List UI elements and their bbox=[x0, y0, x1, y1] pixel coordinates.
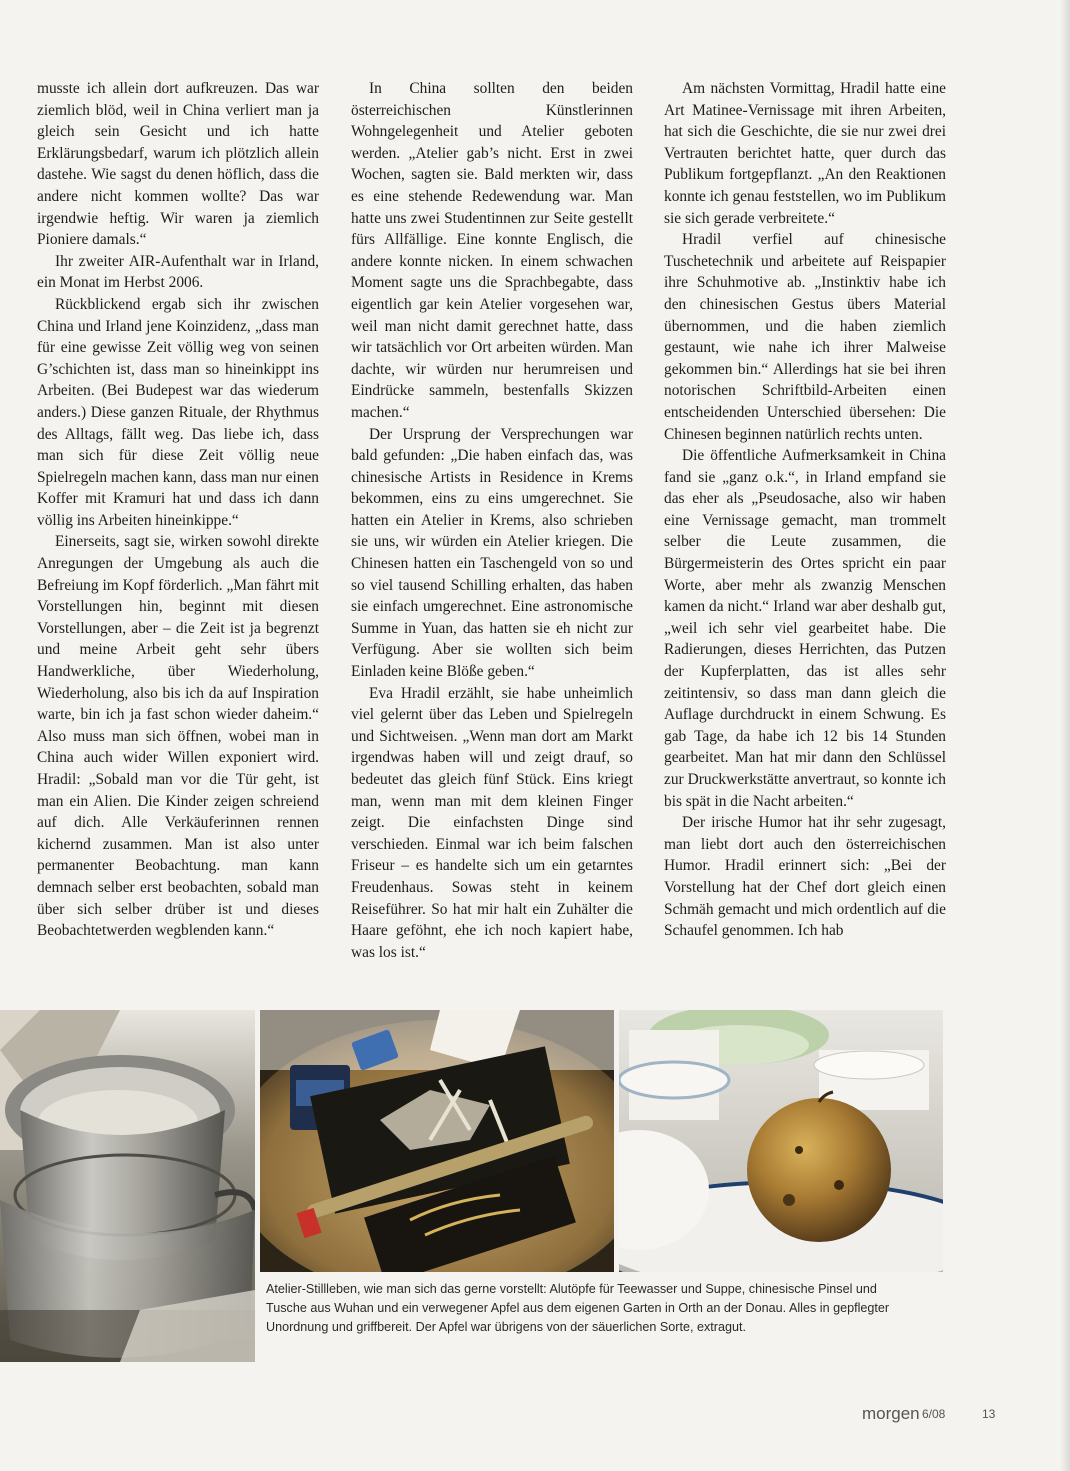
pots-illustration bbox=[0, 1010, 255, 1362]
caption-line: Atelier-Stillleben, wie man sich das gerne vorstellt: Alutöpfe für Teewasser und Suppe, chinesische Pinsel und bbox=[266, 1282, 877, 1296]
paragraph: Eva Hradil erzählt, sie habe unheimlich viel gelernt über das Leben und Spielregeln und Sichtweisen. „Wenn man dort am Markt irgendwas haben will und zeigt drauf, so bedeutet das gleich fünf Stück. Eins kriegt man, wenn man mit dem kleinen Finger zeigt. Die einfachsten Dinge sind verschieden. Einmal war ich beim falschen Friseur – es handelte sich um ein getarntes Freudenhaus. Sowas steht in keinem Reiseführer. So hat mir halt ein Zuhälter die Haare geföhnt, ehe ich noch kapiert habe, was los ist.“ bbox=[351, 684, 633, 961]
paragraph: In China sollten den beiden österreichischen Künstlerinnen Wohngelegenheit und Atelier geboten werden. „Atelier gab’s nicht. Erst in zwei Wochen, sagten sie. Bald merkten wir, dass es eine stehende Redewendung war. Man hatte uns zwei Studentinnen zur Seite gestellt fürs Allfällige. Eine konnte Englisch, die andere konnte nicken. In einem schwachen Moment sagte uns die Sprachbegabte, dass eigentlich gar kein Atelier vorgesehen war, weil man nicht damit gerechnet hatte, dass wir tatsächlich vor Ort arbeiten würden. Man dachte, wir würden nur herumreisen und Eindrücke sammeln, bestenfalls Skizzen machen.“ bbox=[351, 80, 633, 421]
paragraph: Am nächsten Vormittag, Hradil hatte eine Art Matinee-Vernissage mit ihren Arbeiten, hat sich die Geschichte, die sie nur zwei drei Vertrauten berichtet hatte, quer durch das Publikum fortgepflanzt. „An den Reaktionen konnte ich genau feststellen, wo im Publikum sie sich gerade verbreitete.“ bbox=[664, 80, 946, 227]
photo-ink-and-brush bbox=[260, 1010, 614, 1272]
paragraph: Hradil verfiel auf chinesische Tuschetechnik und arbeitete auf Reispapier ihre Schuhmotive ab. „Instinktiv habe ich den chinesischen Gestus übers Material übernommen, und die haben ziemlich gestaunt, wie nahe ich ihrer Malweise gekommen bin.“ Allerdings hat sie bei ihren notorischen Schriftbild-Arbeiten einen entscheidenden Unterschied übersehen: Die Chinesen beginnen natürlich rechts unten. bbox=[664, 231, 946, 443]
article-column-2 bbox=[351, 78, 633, 963]
paragraph: Der irische Humor hat ihr sehr zugesagt, man liebt dort auch den österreichischen Humor. Hradil erinnert sich: „Bei der Vorstellung hat der Chef dort gleich einen Schmäh gemacht und mich ordentlich auf die Schaufel genommen. Ich hab bbox=[664, 814, 946, 940]
magazine-name: morgen bbox=[862, 1404, 920, 1423]
brush-illustration bbox=[260, 1010, 614, 1272]
paragraph: Einerseits, sagt sie, wirken sowohl direkte Anregungen der Umgebung als auch die Befreiung im Kopf förderlich. „Man fährt mit Vorstellungen hin, beginnt mit diesen Vorstellungen, aber – die Zeit ist ja begrenzt und meine Arbeit geht sehr übers Handwerkliche, über Wiederholung, Wiederholung, also bis ich da auf Inspiration warte, bin ich ja fast schon wieder daheim.“ Also muss man sich öffnen, wobei man in China auch wider Willen exponiert wird. Hradil: „Sobald man vor die Tür geht, ist man ein Alien. Die Kinder zeigen schreiend auf dich. Alle Verkäuferinnen rennen kichernd zusammen. Man ist also unter permanenter Beobachtung. man kann demnach selber erst beobachten, sobald man über sich selber drüber ist und dieses Beobachtetwerden wegblenden kann.“ bbox=[37, 533, 319, 940]
article-column-3 bbox=[664, 78, 946, 942]
page-number: 13 bbox=[982, 1407, 996, 1421]
paragraph: Der Ursprung der Versprechungen war bald gefunden: „Die haben einfach das, was chinesische Artists in Residence in Krems bekommen, eins zu eins umgerechnet. Sie hatten ein Atelier in Krems, also schrieben sie uns, wir würden ein Atelier kriegen. Die Chinesen hatten ein Taschengeld von so und so viel tausend Schilling erhalten, das haben sie einfach umgerechnet. Eine astronomische Summe in Yuan, das hatten sie eh nicht zur Verfügung. Aber sie wollten sich beim Einladen keine Blöße geben.“ bbox=[351, 425, 633, 681]
paragraph: Rückblickend ergab sich ihr zwischen China und Irland jene Koinzidenz, „dass man für eine gewisse Zeit völlig weg von seinen G’schichten ist, dass man so hineinkippt ins Arbeiten. (Bei Budepest war das wiederum anders.) Diese ganzen Rituale, der Rhythmus des Alltags, fällt weg. Das liebe ich, dass man sich für diese Zeit völlig neue Spielregeln machen kann, dass man nur einen Koffer mit Kramuri hat und dass ich dann völlig ins Arbeiten hineinkippe.“ bbox=[37, 295, 319, 529]
photo-caption bbox=[266, 1280, 946, 1337]
page-edge-shadow bbox=[1060, 0, 1070, 1471]
paragraph: musste ich allein dort aufkreuzen. Das war ziemlich blöd, weil in China verliert man ja gleich sein Gesicht und ich hatte Erklärungsbedarf, warum ich plötzlich allein dastehe. Wie sagst du denen höflich, dass die andere nicht kommen wollte? Das war irgendwie heftig. Wir waren ja ziemlich Pioniere damals.“ bbox=[37, 80, 319, 249]
photo-aluminium-pots bbox=[0, 1010, 255, 1362]
caption-line: Unordnung und griffbereit. Der Apfel war übrigens von der säuerlichen Sorte, extragut. bbox=[266, 1320, 747, 1334]
apple-illustration bbox=[619, 1010, 943, 1272]
paragraph: Die öffentliche Aufmerksamkeit in China fand sie „ganz o.k.“, in Irland empfand sie das eher als „Pseudosache, also wir haben eine Vernissage gemacht, man trommelt selber die Leute zusammen, die Bürgermeisterin des Ortes spricht ein paar Worte, aber mehr als zwanzig Menschen kamen da nicht.“ Irland war aber deshalb gut, „weil ich sehr viel gearbeitet habe. Die Radierungen, dieses Herrichten, das Putzen der Kupferplatten, das ist alles sehr zeitintensiv, so dass man dann gleich die Auflage durchdruckt in einem Schwung. Es gab Tage, da habe ich 12 bis 14 Stunden gearbeitet. Man hat mir dann den Schlüssel zur Druckwerkstätte anvertraut, so konnte ich bis spät in die Nacht arbeiten.“ bbox=[664, 447, 946, 810]
paragraph: Ihr zweiter AIR-Aufenthalt war in Irland, ein Monat im Herbst 2006. bbox=[37, 252, 319, 292]
article-column-1 bbox=[37, 78, 319, 942]
caption-line: Tusche aus Wuhan und ein verwegener Apfel aus dem eigenen Garten in Orth an der Donau. Alles in gepflegter bbox=[266, 1301, 890, 1315]
issue-number: 6/08 bbox=[922, 1407, 946, 1421]
photo-apple-on-plate bbox=[619, 1010, 943, 1272]
